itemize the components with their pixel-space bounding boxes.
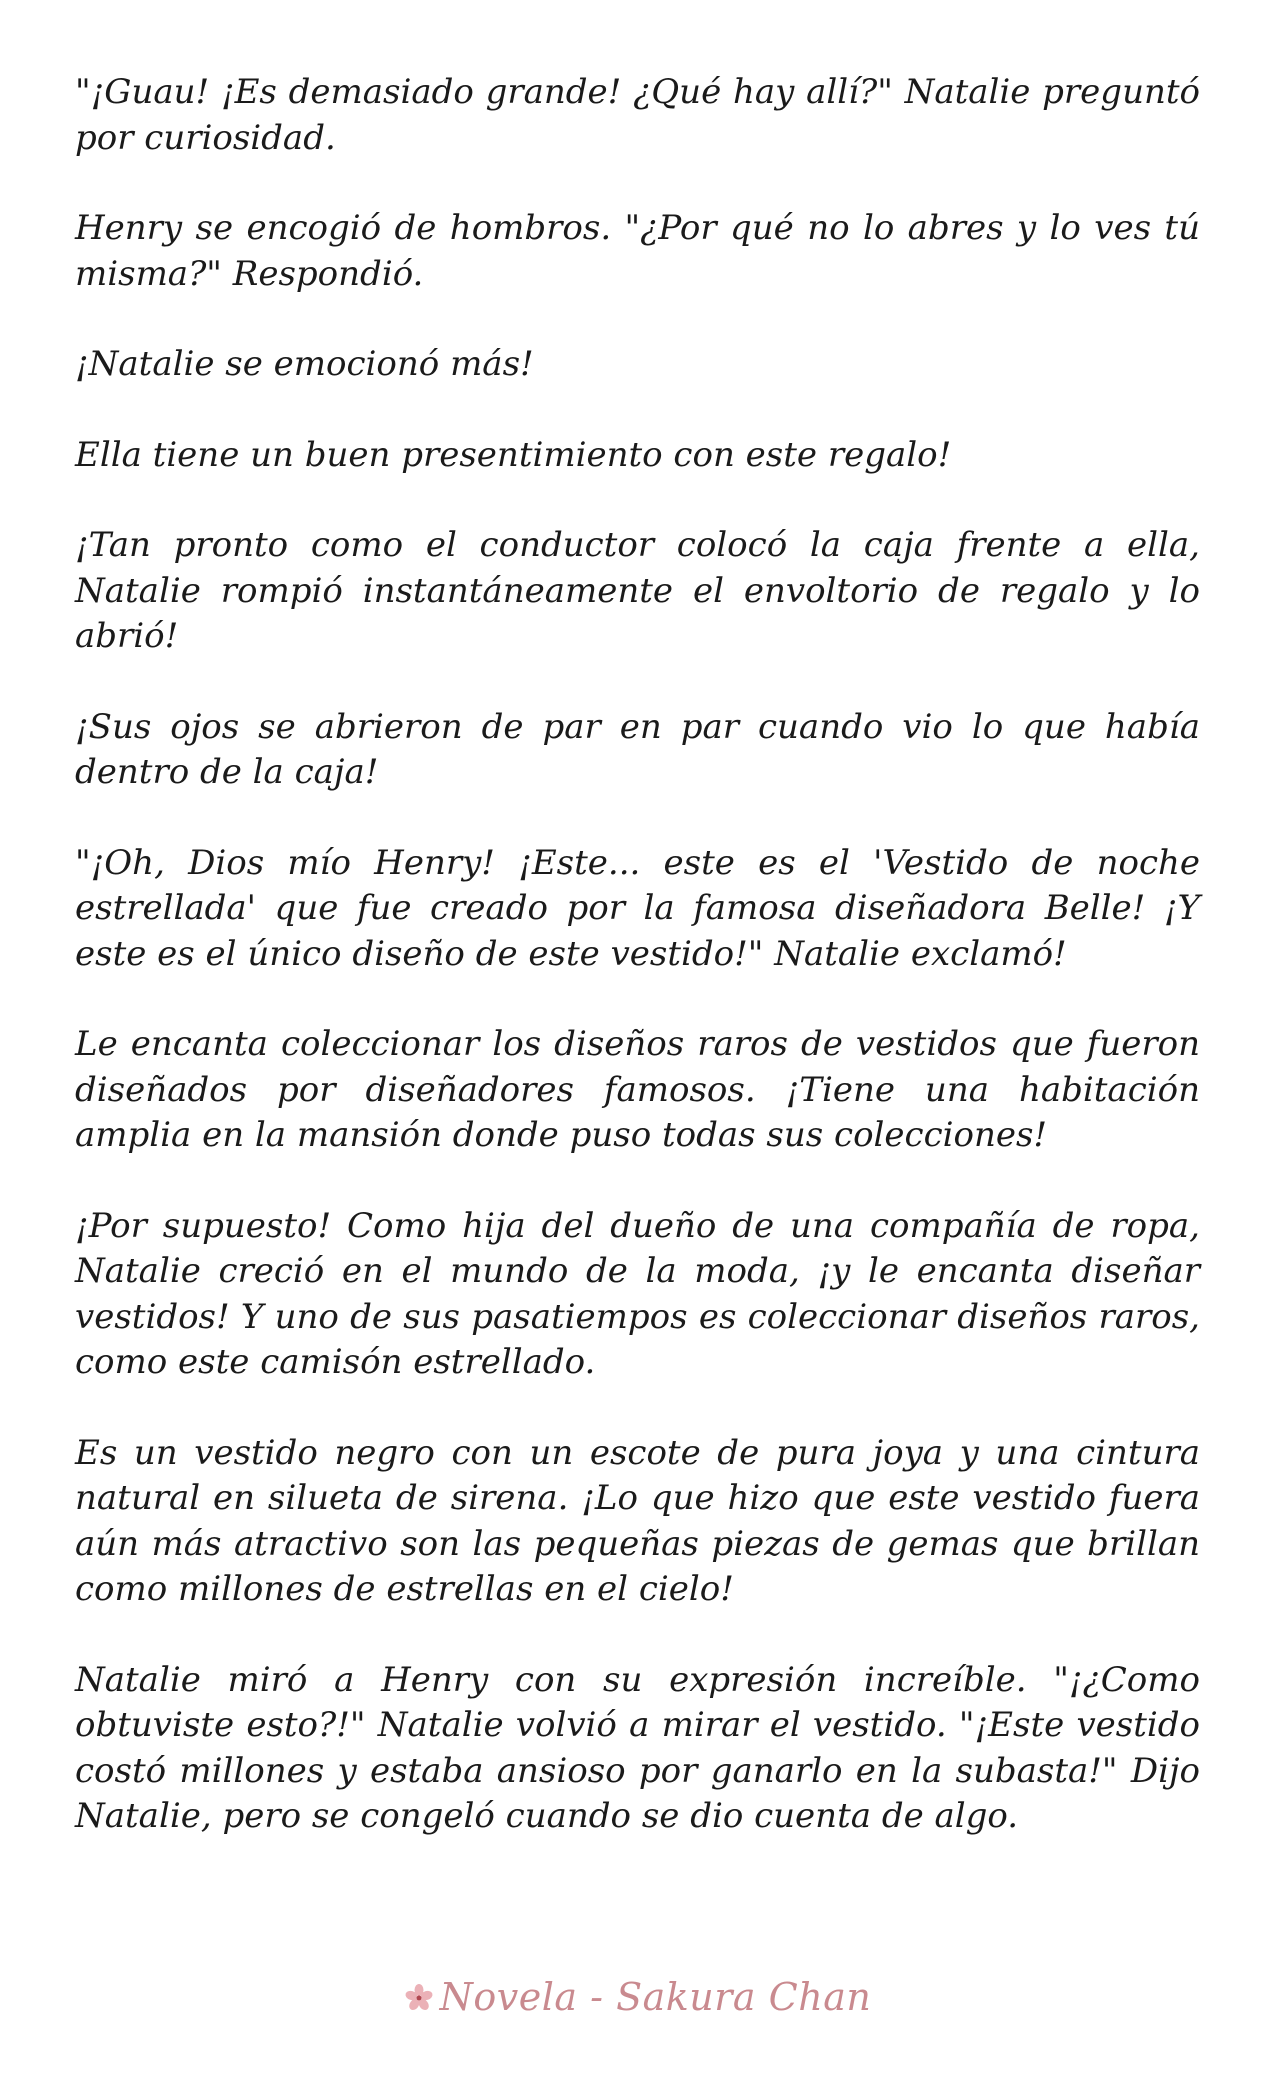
paragraph: ¡Sus ojos se abrieron de par en par cuando vio lo que había dentro de la caja!: [75, 706, 1200, 792]
paragraph: ¡Por supuesto! Como hija del dueño de una compañía de ropa, Natalie creció en el mundo de la moda, ¡y le encanta diseñar vestidos! Y uno de sus pasatiempos es coleccionar diseños raros, como este camisón estrellado.: [75, 1205, 1200, 1382]
watermark-text: Novela - Sakura Chan: [439, 1975, 872, 2019]
sakura-flower-icon: [404, 1978, 434, 2008]
paragraph: ¡Natalie se emocionó más!: [75, 344, 534, 384]
paragraph: "¡Guau! ¡Es demasiado grande! ¿Qué hay allí?" Natalie preguntó por curiosidad.: [75, 72, 1200, 158]
paragraph: Ella tiene un buen presentimiento con este regalo!: [75, 434, 952, 475]
paragraph: Natalie miró a Henry con su expresión increíble. "¡¿Como obtuviste esto?!" Natalie volvió a mirar el vestido. "¡Este vestido costó millones y estaba ansioso por ganarlo en la subasta!" Dijo Natalie, pero se congeló cuando se dio cuenta de algo.: [75, 1659, 1200, 1836]
paragraph: Es un vestido negro con un escote de pura joya y una cintura natural en silueta de sirena. ¡Lo que hizo que este vestido fuera aún más atractivo son las pequeñas piezas de gemas que brillan como millones de estrellas en el cielo!: [75, 1432, 1200, 1609]
paragraph: ¡Tan pronto como el conductor colocó la caja frente a ella, Natalie rompió instantáneamente el envoltorio de regalo y lo abrió!: [75, 525, 1200, 656]
paragraph: "¡Oh, Dios mío Henry! ¡Este... este es el 'Vestido de noche estrellada' que fue creado por la famosa diseñadora Belle! ¡Y este es el único diseño de este vestido!" Natalie exclamó!: [75, 842, 1200, 974]
paragraph: Le encanta coleccionar los diseños raros de vestidos que fueron diseñados por diseñadores famosos. ¡Tiene una habitación amplia en la mansión donde puso todas sus colecciones!: [75, 1024, 1200, 1155]
paragraph: Henry se encogió de hombros. "¿Por qué no lo abres y lo ves tú misma?" Respondió.: [75, 208, 1200, 294]
watermark: [0, 1975, 1275, 2019]
story-text: [75, 70, 1200, 1885]
